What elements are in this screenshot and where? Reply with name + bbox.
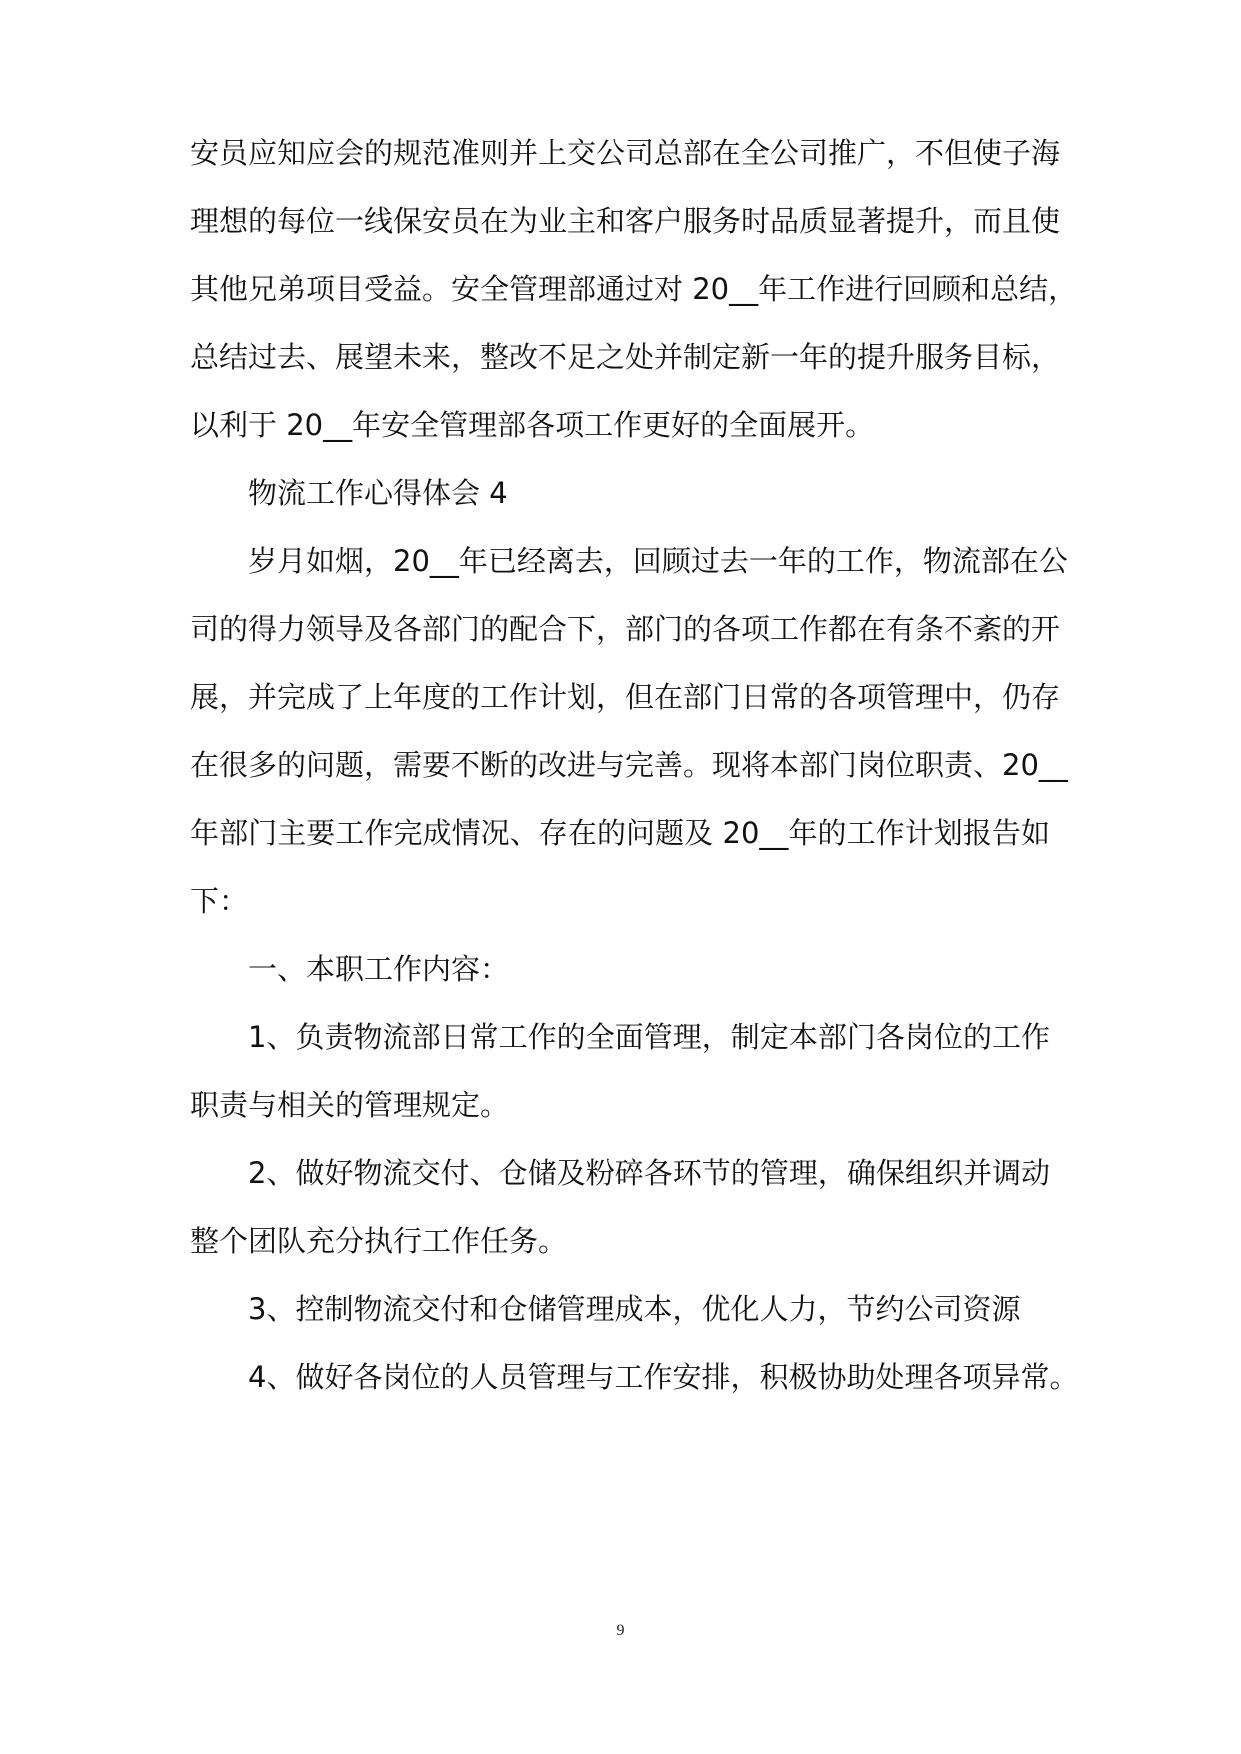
- paragraph-line: 其他兄弟项目受益。安全管理部通过对 20__年工作进行回顾和总结，: [190, 272, 1078, 306]
- list-item-line: 职责与相关的管理规定。: [190, 1088, 510, 1122]
- paragraph-line: 总结过去、展望未来，整改不足之处并制定新一年的提升服务目标，: [190, 340, 1061, 374]
- paragraph-line: 年部门主要工作完成情况、存在的问题及 20__年的工作计划报告如: [190, 816, 1050, 850]
- list-item-line: 4、做好各岗位的人员管理与工作安排，积极协助处理各项异常。: [248, 1360, 1079, 1394]
- paragraph-line: 在很多的问题，需要不断的改进与完善。现将本部门岗位职责、20__: [190, 748, 1068, 782]
- section-heading: 物流工作心得体会 4: [248, 476, 508, 510]
- paragraph-line: 岁月如烟，20__年已经离去，回顾过去一年的工作，物流部在公: [248, 544, 1068, 578]
- paragraph-line: 以利于 20__年安全管理部各项工作更好的全面展开。: [190, 408, 875, 442]
- list-item-line: 3、控制物流交付和仓储管理成本，优化人力，节约公司资源: [248, 1292, 1021, 1326]
- paragraph-line: 安员应知应会的规范准则并上交公司总部在全公司推广，不但使子海: [190, 136, 1061, 170]
- list-item-line: 整个团队充分执行工作任务。: [190, 1224, 568, 1258]
- subsection-heading: 一、本职工作内容：: [248, 952, 510, 986]
- paragraph-line: 展，并完成了上年度的工作计划，但在部门日常的各项管理中，仍存: [190, 680, 1061, 714]
- page-number: 9: [616, 1622, 625, 1639]
- list-item-line: 1、负责物流部日常工作的全面管理，制定本部门各岗位的工作: [248, 1020, 1050, 1054]
- paragraph-line: 下：: [190, 884, 249, 918]
- list-item-line: 2、做好物流交付、仓储及粉碎各环节的管理，确保组织并调动: [248, 1156, 1050, 1190]
- paragraph-line: 司的得力领导及各部门的配合下，部门的各项工作都在有条不紊的开: [190, 612, 1061, 646]
- paragraph-line: 理想的每位一线保安员在为业主和客户服务时品质显著提升，而且使: [190, 204, 1061, 238]
